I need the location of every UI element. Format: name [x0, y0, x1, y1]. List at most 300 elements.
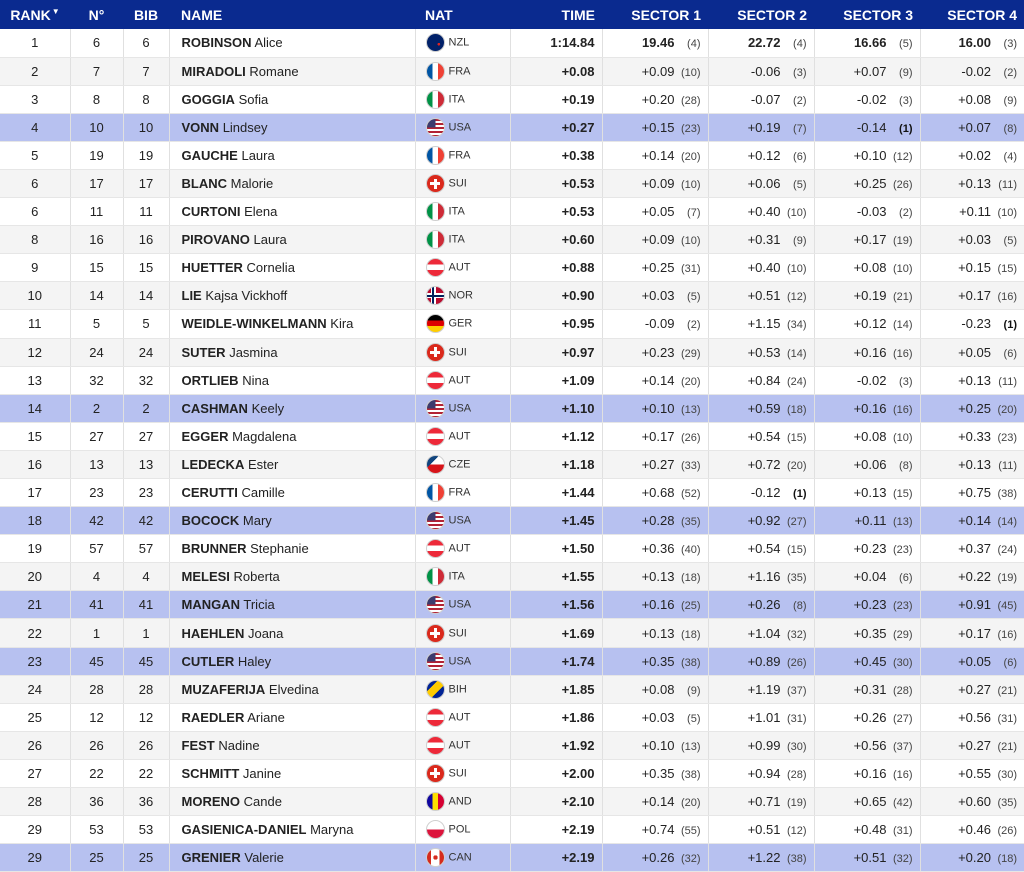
sector-rank: (7) — [793, 122, 807, 135]
time-cell: +2.19 — [510, 816, 602, 844]
athlete-last-name[interactable]: LIE — [181, 288, 202, 304]
athlete-last-name[interactable]: PIROVANO — [181, 232, 250, 248]
sector-rank: (10) — [892, 431, 913, 444]
athlete-last-name[interactable]: MORENO — [181, 794, 240, 810]
sector2-cell — [708, 57, 814, 85]
sector-time: +0.14 — [641, 147, 675, 163]
athlete-last-name[interactable]: ORTLIEB — [181, 372, 239, 388]
sector-time: +1.04 — [747, 625, 781, 641]
sector3-column-header[interactable]: SECTOR 3 — [843, 6, 913, 23]
sector-time: +0.99 — [747, 737, 781, 753]
table-row[interactable] — [0, 647, 1024, 675]
sector-time: +0.03 — [958, 232, 991, 248]
athlete-name-cell[interactable] — [169, 254, 415, 282]
czechia-flag-icon — [426, 455, 445, 474]
sector3-cell — [814, 85, 920, 113]
athlete-last-name[interactable]: GOGGIA — [181, 91, 235, 107]
nation-code: FRA — [448, 486, 471, 499]
table-row[interactable] — [0, 675, 1024, 703]
sector-time: +0.40 — [747, 260, 781, 276]
bib-cell: 19 — [123, 141, 169, 169]
sector3-cell — [814, 844, 920, 872]
athlete-last-name[interactable]: CURTONI — [181, 204, 241, 220]
nation-cell — [415, 141, 510, 169]
sector-rank: (24) — [997, 544, 1017, 557]
table-row[interactable] — [0, 29, 1024, 57]
sector2-cell — [708, 563, 814, 591]
athlete-name-cell[interactable] — [169, 338, 415, 366]
table-row[interactable] — [0, 169, 1024, 197]
sector-rank: (29) — [680, 347, 701, 360]
time-cell: +0.88 — [510, 254, 602, 282]
sector2-cell — [708, 226, 814, 254]
athlete-name-cell[interactable] — [169, 366, 415, 394]
sector-rank: (32) — [786, 628, 807, 641]
athlete-name-cell[interactable] — [169, 113, 415, 141]
sector-rank: (37) — [786, 684, 807, 697]
rank-cell: 4 — [0, 113, 70, 141]
athlete-last-name[interactable]: FEST — [181, 737, 215, 753]
sector-time: +0.56 — [853, 737, 887, 753]
time-cell: +0.27 — [510, 113, 602, 141]
athlete-first-name: Ariane — [247, 709, 285, 725]
sector-rank: (9) — [793, 235, 807, 248]
usa-flag-icon — [426, 399, 445, 418]
sector-rank: (16) — [892, 768, 913, 781]
bib-cell: 41 — [123, 591, 169, 619]
sector-time: +0.22 — [958, 569, 991, 585]
sector-time: +0.13 — [641, 569, 675, 585]
table-row[interactable] — [0, 57, 1024, 85]
sector-time: +0.35 — [641, 653, 675, 669]
sector4-cell — [920, 479, 1024, 507]
sector-rank: (45) — [997, 600, 1017, 613]
athlete-last-name[interactable]: MELESI — [181, 569, 230, 585]
table-row[interactable] — [0, 310, 1024, 338]
no-cell: 7 — [70, 57, 123, 85]
table-row[interactable] — [0, 422, 1024, 450]
nation-cell — [415, 57, 510, 85]
nation-code: SUI — [448, 177, 467, 190]
austria-flag-icon — [426, 371, 445, 390]
sector2-cell — [708, 422, 814, 450]
sector-rank: (9) — [687, 684, 701, 697]
athlete-name-cell[interactable] — [169, 759, 415, 787]
athlete-name-cell[interactable] — [169, 647, 415, 675]
rank-cell: 16 — [0, 450, 70, 478]
sector-rank: (35) — [786, 572, 807, 585]
sector-time: +1.01 — [747, 709, 781, 725]
table-row[interactable] — [0, 731, 1024, 759]
no-cell: 36 — [70, 788, 123, 816]
rank-cell: 21 — [0, 591, 70, 619]
nation-code: CZE — [448, 458, 471, 471]
nation-cell — [415, 450, 510, 478]
nation-cell — [415, 535, 510, 563]
sector-rank: (8) — [899, 459, 913, 472]
sector-time: +0.26 — [747, 597, 781, 613]
austria-flag-icon — [426, 258, 445, 277]
athlete-last-name[interactable]: WEIDLE-WINKELMANN — [181, 316, 327, 332]
athlete-last-name[interactable]: ROBINSON — [181, 35, 252, 51]
sector-time: +0.19 — [853, 288, 887, 304]
sector-rank: (10) — [786, 207, 807, 220]
sector4-cell — [920, 591, 1024, 619]
table-row[interactable] — [0, 141, 1024, 169]
nation-cell — [415, 759, 510, 787]
sector-time: +0.16 — [853, 400, 887, 416]
sector-rank: (3) — [899, 375, 913, 388]
athlete-name-cell[interactable] — [169, 703, 415, 731]
sector-rank: (2) — [1003, 66, 1017, 79]
table-row[interactable] — [0, 366, 1024, 394]
time-cell: +0.08 — [510, 57, 602, 85]
nation-cell — [415, 198, 510, 226]
table-row[interactable] — [0, 394, 1024, 422]
sector4-cell — [920, 57, 1024, 85]
table-row[interactable] — [0, 816, 1024, 844]
athlete-name-cell[interactable] — [169, 591, 415, 619]
sector2-cell — [708, 141, 814, 169]
athlete-first-name: Elvedina — [268, 681, 319, 697]
sector-rank: (15) — [892, 488, 913, 501]
table-row[interactable] — [0, 788, 1024, 816]
athlete-last-name[interactable]: MUZAFERIJA — [181, 681, 266, 697]
athlete-last-name[interactable]: GASIENICA-DANIEL — [181, 822, 307, 838]
athlete-name-cell[interactable] — [169, 479, 415, 507]
sector4-cell — [920, 703, 1024, 731]
sector-rank: (10) — [892, 263, 913, 276]
sector3-cell — [814, 29, 920, 57]
sector-rank: (38) — [997, 488, 1017, 501]
sector2-cell — [708, 282, 814, 310]
bib-cell: 42 — [123, 507, 169, 535]
austria-flag-icon — [426, 708, 445, 727]
bib-cell: 17 — [123, 169, 169, 197]
table-row[interactable] — [0, 198, 1024, 226]
sector-time: +0.08 — [853, 428, 887, 444]
athlete-last-name[interactable]: MIRADOLI — [181, 63, 246, 79]
nation-cell — [415, 338, 510, 366]
rank-column-header[interactable]: RANK▼ — [10, 6, 60, 23]
sector2-column-header[interactable]: SECTOR 2 — [737, 6, 807, 23]
athlete-last-name[interactable]: CASHMAN — [181, 400, 248, 416]
nation-code: USA — [448, 402, 472, 415]
time-cell: +1.18 — [510, 450, 602, 478]
sector4-cell — [920, 450, 1024, 478]
switzerland-flag-icon — [426, 174, 445, 193]
nation-code: SUI — [448, 767, 467, 780]
sector-rank: (37) — [892, 740, 913, 753]
sector-rank: (31) — [997, 712, 1017, 725]
bib-cell: 5 — [123, 310, 169, 338]
athlete-name-cell[interactable] — [169, 731, 415, 759]
sector-rank: (23) — [680, 122, 701, 135]
sector-time: -0.02 — [856, 372, 887, 388]
sector-rank: (18) — [997, 853, 1017, 866]
sector-time: +0.12 — [853, 316, 887, 332]
athlete-name-cell[interactable] — [169, 169, 415, 197]
no-cell: 32 — [70, 366, 123, 394]
athlete-last-name[interactable]: HAEHLEN — [181, 625, 245, 641]
athlete-last-name[interactable]: RAEDLER — [181, 709, 245, 725]
time-column-header[interactable]: TIME — [561, 6, 595, 23]
france-flag-icon — [426, 62, 445, 81]
nation-cell — [415, 675, 510, 703]
athlete-name-cell[interactable] — [169, 619, 415, 647]
athlete-name-cell[interactable] — [169, 394, 415, 422]
sector-time: +0.15 — [958, 260, 991, 276]
athlete-first-name: Ester — [247, 456, 279, 472]
nation-cell — [415, 619, 510, 647]
sector4-cell — [920, 282, 1024, 310]
nation-cell — [415, 479, 510, 507]
bib-cell: 1 — [123, 619, 169, 647]
athlete-last-name[interactable]: GAUCHE — [181, 147, 238, 163]
sector1-column-header[interactable]: SECTOR 1 — [631, 6, 701, 23]
sector-time: +0.17 — [641, 428, 675, 444]
no-cell: 1 — [70, 619, 123, 647]
new-zealand-flag-icon — [426, 33, 445, 52]
sector-time: +0.51 — [747, 288, 781, 304]
table-row[interactable] — [0, 226, 1024, 254]
sector-time: +0.46 — [958, 822, 991, 838]
table-row[interactable] — [0, 535, 1024, 563]
sector-time: -0.06 — [750, 63, 781, 79]
athlete-last-name[interactable]: BRUNNER — [181, 541, 247, 557]
sector-time: +0.20 — [958, 850, 991, 866]
sector-time: +0.08 — [853, 260, 887, 276]
table-row[interactable] — [0, 591, 1024, 619]
sector4-column-header[interactable]: SECTOR 4 — [947, 6, 1017, 23]
sector-time: +0.19 — [747, 119, 781, 135]
sector-rank: (20) — [680, 797, 701, 810]
sector3-cell — [814, 788, 920, 816]
athlete-last-name[interactable]: SCHMITT — [181, 765, 240, 781]
table-row[interactable] — [0, 450, 1024, 478]
sector3-cell — [814, 731, 920, 759]
sector-time: +0.36 — [641, 541, 675, 557]
sector1-cell — [602, 85, 708, 113]
sector-time: +0.91 — [958, 597, 991, 613]
athlete-name-cell[interactable] — [169, 788, 415, 816]
sector-rank: (12) — [892, 150, 913, 163]
sector4-cell — [920, 338, 1024, 366]
sector4-cell — [920, 731, 1024, 759]
bib-cell: 12 — [123, 703, 169, 731]
germany-flag-icon — [426, 314, 445, 333]
sector-rank: (14) — [892, 319, 913, 332]
time-cell: +0.19 — [510, 85, 602, 113]
bib-cell: 6 — [123, 29, 169, 57]
sector4-cell — [920, 619, 1024, 647]
athlete-first-name: Keely — [251, 400, 285, 416]
sector1-cell — [602, 141, 708, 169]
nation-code: SUI — [448, 627, 467, 640]
rank-cell: 23 — [0, 647, 70, 675]
rank-cell: 15 — [0, 422, 70, 450]
athlete-name-cell[interactable] — [169, 844, 415, 872]
sector3-cell — [814, 113, 920, 141]
sector-time: +0.35 — [853, 625, 887, 641]
sector3-cell — [814, 675, 920, 703]
nation-cell — [415, 254, 510, 282]
nation-cell — [415, 310, 510, 338]
athlete-first-name: Magdalena — [232, 428, 297, 444]
athlete-name-cell[interactable] — [169, 422, 415, 450]
rank-cell: 19 — [0, 535, 70, 563]
sector-time: +0.65 — [853, 794, 887, 810]
athlete-name-cell[interactable] — [169, 57, 415, 85]
table-row[interactable] — [0, 85, 1024, 113]
austria-flag-icon — [426, 539, 445, 558]
sector-rank: (6) — [1003, 656, 1017, 669]
nation-cell — [415, 29, 510, 57]
table-row[interactable] — [0, 338, 1024, 366]
sector-time: +0.08 — [641, 681, 675, 697]
athlete-name-cell[interactable] — [169, 282, 415, 310]
sector-rank: (34) — [786, 319, 807, 332]
sector-rank: (38) — [680, 656, 701, 669]
table-row[interactable] — [0, 759, 1024, 787]
rank-cell: 9 — [0, 254, 70, 282]
sector2-cell — [708, 113, 814, 141]
athlete-last-name[interactable]: GRENIER — [181, 850, 241, 866]
sector3-cell — [814, 591, 920, 619]
athlete-name-cell[interactable] — [169, 816, 415, 844]
athlete-name-cell[interactable] — [169, 535, 415, 563]
athlete-name-cell[interactable] — [169, 563, 415, 591]
athlete-name-cell[interactable] — [169, 198, 415, 226]
sector-rank: (18) — [680, 572, 701, 585]
table-row[interactable] — [0, 113, 1024, 141]
sector3-cell — [814, 563, 920, 591]
sector4-cell — [920, 29, 1024, 57]
athlete-last-name[interactable]: EGGER — [181, 428, 229, 444]
sector-time: +0.13 — [853, 485, 887, 501]
table-row[interactable] — [0, 254, 1024, 282]
sector-time: +0.12 — [747, 147, 781, 163]
sector3-cell — [814, 226, 920, 254]
athlete-name-cell[interactable] — [169, 85, 415, 113]
time-cell: +0.60 — [510, 226, 602, 254]
table-row[interactable] — [0, 563, 1024, 591]
athlete-last-name[interactable]: CUTLER — [181, 653, 235, 669]
athlete-last-name[interactable]: SUTER — [181, 344, 226, 360]
athlete-name-cell[interactable] — [169, 226, 415, 254]
athlete-last-name[interactable]: MANGAN — [181, 597, 240, 613]
nation-code: CAN — [448, 851, 472, 864]
athlete-first-name: Jasmina — [229, 344, 278, 360]
sector-time: 16.00 — [958, 35, 991, 51]
sector-time: +0.71 — [747, 794, 781, 810]
no-cell: 57 — [70, 535, 123, 563]
nation-cell — [415, 563, 510, 591]
athlete-last-name[interactable]: BLANC — [181, 176, 227, 192]
sector-rank: (1) — [1003, 319, 1017, 332]
sector-rank: (24) — [786, 375, 807, 388]
table-row[interactable] — [0, 619, 1024, 647]
nation-code: ITA — [448, 570, 465, 583]
table-row[interactable] — [0, 703, 1024, 731]
sector-time: 22.72 — [747, 35, 781, 51]
sector1-cell — [602, 563, 708, 591]
athlete-name-cell[interactable] — [169, 310, 415, 338]
sector-rank: (26) — [680, 431, 701, 444]
nation-code: POL — [448, 823, 471, 836]
sector-rank: (10) — [680, 235, 701, 248]
sector3-cell — [814, 254, 920, 282]
bib-cell: 8 — [123, 85, 169, 113]
sector2-cell — [708, 675, 814, 703]
sector3-cell — [814, 310, 920, 338]
sector-rank: (5) — [687, 291, 701, 304]
sector4-cell — [920, 226, 1024, 254]
sector-time: +0.75 — [958, 485, 991, 501]
sector-rank: (18) — [786, 403, 807, 416]
sector-time: +0.14 — [641, 372, 675, 388]
rank-cell: 17 — [0, 479, 70, 507]
name-column-header[interactable]: NAME — [181, 6, 223, 23]
sector2-cell — [708, 844, 814, 872]
sector2-cell — [708, 759, 814, 787]
athlete-name-cell[interactable] — [169, 450, 415, 478]
athlete-last-name[interactable]: CERUTTI — [181, 485, 238, 501]
sector-time: +0.08 — [958, 91, 991, 107]
athlete-first-name: Malorie — [230, 176, 274, 192]
athlete-last-name[interactable]: LEDECKA — [181, 456, 245, 472]
rank-cell: 14 — [0, 394, 70, 422]
nation-cell — [415, 85, 510, 113]
table-row[interactable] — [0, 507, 1024, 535]
sector-rank: (25) — [680, 600, 701, 613]
sector4-cell — [920, 844, 1024, 872]
sector-rank: (3) — [793, 66, 807, 79]
sector-time: +1.19 — [747, 681, 781, 697]
table-row[interactable] — [0, 282, 1024, 310]
bib-cell: 23 — [123, 479, 169, 507]
athlete-name-cell[interactable] — [169, 141, 415, 169]
sector1-cell — [602, 647, 708, 675]
athlete-last-name[interactable]: HUETTER — [181, 260, 243, 276]
italy-flag-icon — [426, 567, 445, 586]
sector-rank: (2) — [793, 94, 807, 107]
athlete-last-name[interactable]: BOCOCK — [181, 513, 240, 529]
athlete-name-cell[interactable] — [169, 675, 415, 703]
bib-cell: 2 — [123, 394, 169, 422]
sector2-cell — [708, 198, 814, 226]
sector-rank: (12) — [786, 291, 807, 304]
table-row[interactable] — [0, 844, 1024, 872]
athlete-first-name: Elena — [244, 204, 278, 220]
sector2-cell — [708, 366, 814, 394]
athlete-name-cell[interactable] — [169, 29, 415, 57]
sector-rank: (55) — [680, 825, 701, 838]
nation-cell — [415, 591, 510, 619]
bib-column-header[interactable]: BIB — [133, 6, 159, 23]
athlete-last-name[interactable]: VONN — [181, 119, 220, 135]
bib-cell: 22 — [123, 759, 169, 787]
nation-cell — [415, 731, 510, 759]
nat-column-header[interactable]: NAT — [425, 6, 453, 23]
sector-rank: (23) — [997, 431, 1017, 444]
table-row[interactable] — [0, 479, 1024, 507]
no-column-header[interactable]: N° — [88, 6, 105, 23]
athlete-name-cell[interactable] — [169, 507, 415, 535]
rank-cell: 24 — [0, 675, 70, 703]
sector-rank: (27) — [892, 712, 913, 725]
time-cell: +1.69 — [510, 619, 602, 647]
